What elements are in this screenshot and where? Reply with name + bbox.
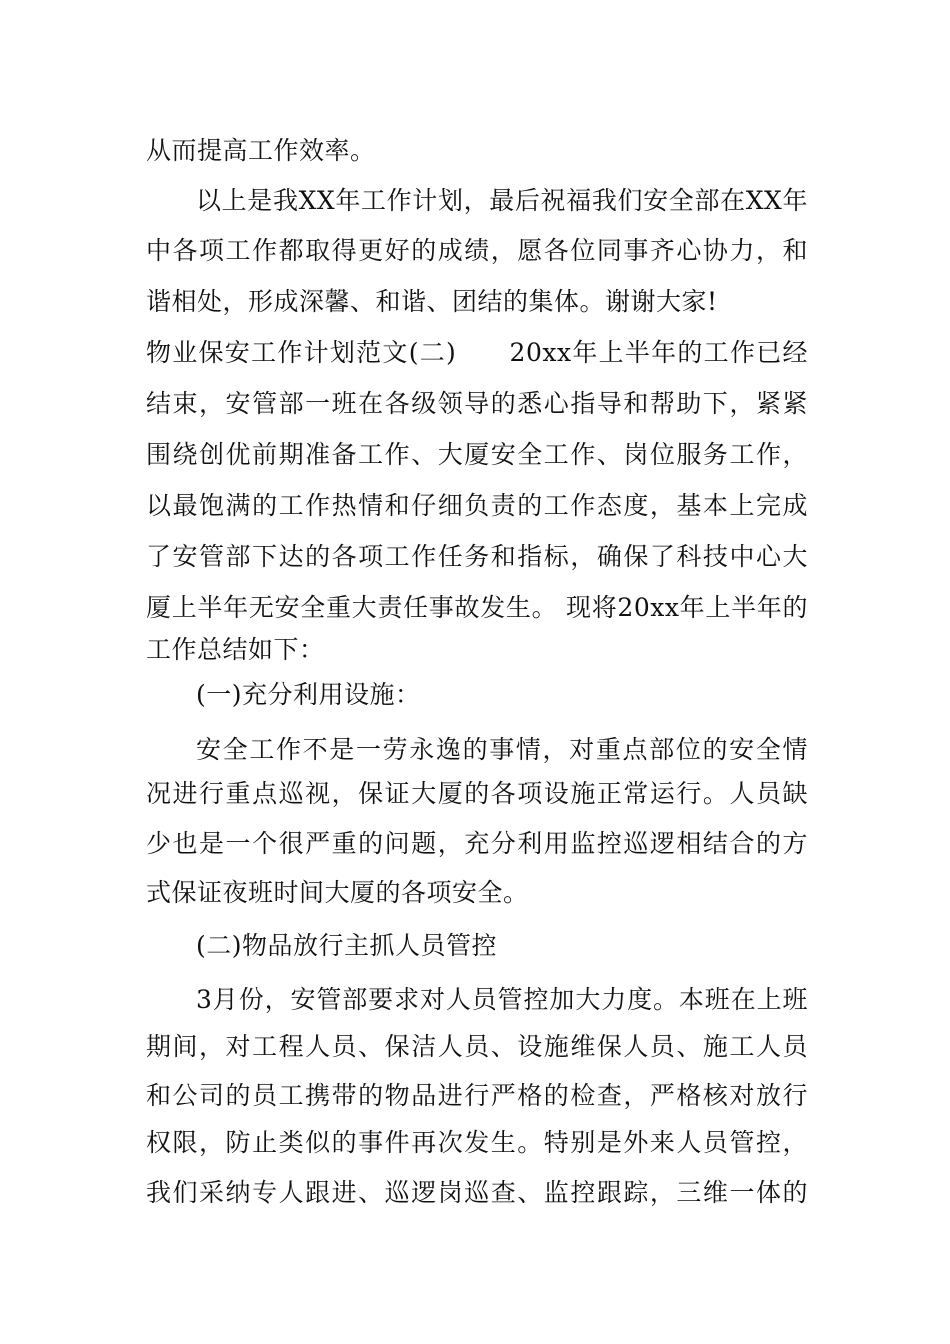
paragraph-line: 期间，对工程人员、保洁人员、设施维保人员、施工人员 xyxy=(146,1032,808,1061)
paragraph-line: 况进行重点巡视，保证大厦的各项设施正常运行。人员缺 xyxy=(146,779,808,808)
paragraph-line: 厦上半年无安全重大责任事故发生。 现将20xx年上半年的 xyxy=(146,593,808,622)
paragraph-line: 围绕创优前期准备工作、大厦安全工作、岗位服务工作， xyxy=(146,440,808,469)
paragraph-line: 结束，安管部一班在各级领导的悉心指导和帮助下，紧紧 xyxy=(146,389,808,418)
paragraph-line: 谐相处，形成深馨、和谐、团结的集体。谢谢大家! xyxy=(146,287,718,316)
paragraph-line: 安全工作不是一劳永逸的事情，对重点部位的安全情 xyxy=(196,735,808,764)
paragraph-line: 3月份，安管部要求对人员管控加大力度。本班在上班 xyxy=(196,985,808,1014)
paragraph-line: 以上是我XX年工作计划，最后祝福我们安全部在XX年 xyxy=(196,186,808,215)
paragraph-line: 了安管部下达的各项工作任务和指标，确保了科技中心大 xyxy=(146,542,808,571)
subheading-line: (一)充分利用设施： xyxy=(196,680,421,709)
paragraph-line: 和公司的员工携带的物品进行严格的检查，严格核对放行 xyxy=(146,1081,808,1110)
paragraph-line: 工作总结如下： xyxy=(146,635,325,664)
section-heading-line: 物业保安工作计划范文(二) 20xx年上半年的工作已经 xyxy=(146,338,808,367)
paragraph-line: 我们采纳专人跟进、巡逻岗巡查、监控跟踪，三维一体的 xyxy=(146,1178,808,1207)
paragraph-line: 少也是一个很严重的问题，充分利用监控巡逻相结合的方 xyxy=(146,829,808,858)
subheading-line: (二)物品放行主抓人员管控 xyxy=(196,931,498,960)
paragraph-line: 式保证夜班时间大厦的各项安全。 xyxy=(146,878,529,907)
paragraph-line: 中各项工作都取得更好的成绩，愿各位同事齐心协力，和 xyxy=(146,236,808,265)
paragraph-line: 权限，防止类似的事件再次发生。特别是外来人员管控， xyxy=(146,1128,808,1157)
paragraph-line: 从而提高工作效率。 xyxy=(146,136,376,165)
paragraph-line: 以最饱满的工作热情和仔细负责的工作态度，基本上完成 xyxy=(146,491,808,520)
